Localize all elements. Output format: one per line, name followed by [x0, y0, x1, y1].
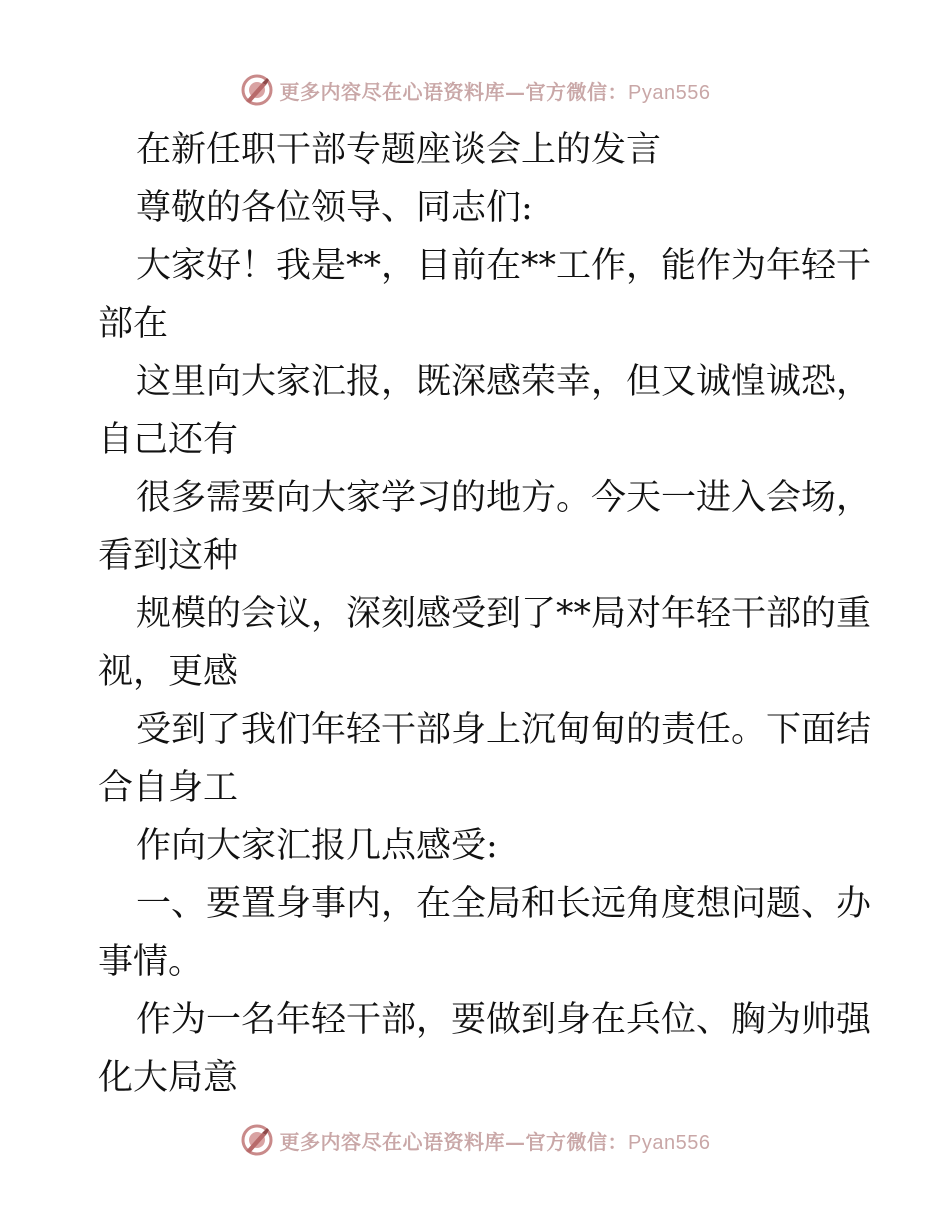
footer-text-label: 官方微信： [525, 1129, 629, 1154]
document-title: 在新任职干部专题座谈会上的发言 [136, 130, 662, 170]
header-watermark-text [280, 76, 711, 105]
paragraph-line: 化大局意 [98, 1058, 239, 1098]
header-watermark [0, 70, 950, 110]
document-body [98, 121, 872, 1107]
paragraph-line: 部在 [98, 304, 169, 344]
footer-watermark [0, 1120, 950, 1160]
footer-separator: — [505, 1129, 526, 1154]
paragraph-line: 这里向大家汇报，既深感荣幸，但又诚惶诚恐， [136, 362, 872, 402]
paragraph-line: 作向大家汇报几点感受: [136, 826, 498, 866]
section-heading-continued: 事情。 [98, 942, 204, 982]
salutation: 尊敬的各位领导、同志们: [136, 188, 533, 228]
watermark-logo-icon [240, 73, 274, 107]
watermark-logo-icon [240, 1123, 274, 1157]
paragraph-line: 自己还有 [98, 420, 239, 460]
footer-wechat-id: Pyan556 [628, 1131, 711, 1154]
paragraph-line: 看到这种 [98, 536, 239, 576]
paragraph-line: 受到了我们年轻干部身上沉甸甸的责任。下面结 [136, 710, 872, 750]
footer-text-main: 更多内容尽在心语资料库 [279, 1129, 506, 1154]
paragraph-line: 大家好！我是**，目前在**工作，能作为年轻干 [136, 246, 872, 286]
header-wechat-id: Pyan556 [628, 81, 711, 104]
paragraph-line: 合自身工 [98, 768, 239, 808]
section-heading: 一、要置身事内，在全局和长远角度想问题、办 [136, 884, 872, 924]
header-text-main: 更多内容尽在心语资料库 [279, 79, 506, 104]
header-separator: — [505, 79, 526, 104]
paragraph-line: 视，更感 [98, 652, 239, 692]
paragraph-line: 很多需要向大家学习的地方。今天一进入会场， [136, 478, 872, 518]
footer-watermark-text [280, 1126, 711, 1155]
paragraph-line: 规模的会议，深刻感受到了**局对年轻干部的重 [136, 594, 872, 634]
header-text-label: 官方微信： [525, 79, 629, 104]
paragraph-line: 作为一名年轻干部，要做到身在兵位、胸为帅强 [136, 1000, 872, 1040]
